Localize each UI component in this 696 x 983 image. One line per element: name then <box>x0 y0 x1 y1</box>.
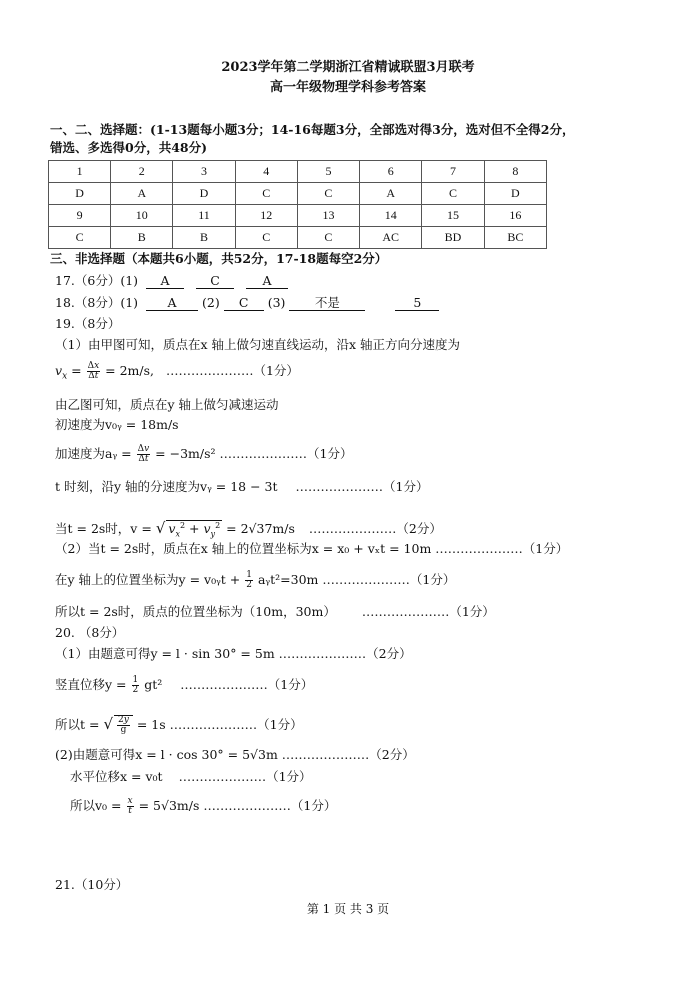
answer-table-row <box>49 205 547 227</box>
answer-table-cell: D <box>484 183 546 205</box>
answer-table-cell: 8 <box>484 161 546 183</box>
q20-line5-text: 水平位移x = v₀t <box>70 769 163 784</box>
q20-line1 <box>55 646 412 662</box>
q18-answer-2: C <box>224 296 264 311</box>
q20-line5 <box>70 769 312 785</box>
q19-line9-prefix: 在y 轴上的位置坐标为y = v₀ᵧt + <box>55 572 241 587</box>
q19-line6 <box>55 479 428 495</box>
q21-label: 21.（10分） <box>55 877 129 892</box>
q20-line4-text: (2)由题意可得x = l · cos 30° = 5√3m <box>55 747 278 762</box>
q19-line10 <box>55 604 495 620</box>
q20-line6-score: …………………（1分） <box>203 798 337 813</box>
q18-part3: (3) <box>267 295 286 310</box>
q17-answer-1: A <box>146 274 184 289</box>
q19-line5-result: = −3m/s² <box>155 446 216 461</box>
q18-label: 18.（8分）(1) <box>55 295 139 310</box>
answer-table-cell: BC <box>484 227 546 249</box>
q20-line4 <box>55 747 415 763</box>
q20-line3: 所以t = √ $\frac{2y}{g}$ = 1s …………………（1分） <box>55 715 303 735</box>
answer-table-row <box>49 161 547 183</box>
page-footer: 第 1 页 共 3 页 <box>306 902 390 916</box>
answer-table-cell: AC <box>360 227 422 249</box>
answer-table-cell: A <box>360 183 422 205</box>
q20-label: 20. （8分） <box>55 625 125 640</box>
q18-answer-1: A <box>146 296 198 311</box>
q17-label: 17.（6分）(1) <box>55 273 139 288</box>
q20-line2: 竖直位移y = $\frac{1}{2}$ gt² …………………（1分） <box>55 675 314 695</box>
section1-heading-line2: 错选、多选得0分，共48分) <box>50 140 208 155</box>
answer-table-cell: 4 <box>235 161 297 183</box>
answer-table-row <box>49 227 547 249</box>
exam-title: 2023学年第二学期浙江省精诚联盟3月联考 <box>221 60 475 75</box>
q19-label: 19.（8分） <box>55 316 121 331</box>
exam-subtitle: 高一年级物理学科参考答案 <box>269 80 426 95</box>
q18-part2: (2) <box>202 295 220 310</box>
q17-answer-3: A <box>246 274 288 289</box>
answer-table-cell: 6 <box>360 161 422 183</box>
answer-table-cell: 15 <box>422 205 484 227</box>
q20-line2-prefix: 竖直位移y = <box>55 677 127 692</box>
q20-line1-text: （1）由题意可得y = l · sin 30° = 5m <box>55 646 275 661</box>
q19-line6-score: …………………（1分） <box>295 479 429 494</box>
q19-line3: 由乙图可知，质点在y 轴上做匀减速运动 <box>55 397 279 412</box>
answer-table-cell: 2 <box>111 161 173 183</box>
q19-line8-score: …………………（1分） <box>435 541 569 556</box>
q20-line3-score: …………………（1分） <box>169 717 303 732</box>
q19-line9: 在y 轴上的位置坐标为y = v₀ᵧt + $\frac{1}{2}$ aᵧt²=30m …………………（1分） <box>55 570 456 590</box>
q20-line6-prefix: 所以v₀ = <box>70 798 122 813</box>
q19-line9-score: …………………（1分） <box>322 572 456 587</box>
answer-table-cell: C <box>297 183 359 205</box>
q19-line5-score: …………………（1分） <box>219 446 353 461</box>
q19-line1: （1）由甲图可知，质点在x 轴上做匀速直线运动，沿x 轴正方向分速度为 <box>55 337 461 352</box>
q20-line2-score: …………………（1分） <box>180 677 314 692</box>
q18-answer-4: 5 <box>395 296 439 311</box>
answer-table-cell: B <box>173 227 235 249</box>
answer-table-cell: 16 <box>484 205 546 227</box>
answer-table <box>48 160 547 249</box>
answer-table-cell: 13 <box>297 205 359 227</box>
q19-line7-result: = 2√37m/s <box>226 521 295 536</box>
answer-table-cell: C <box>49 227 111 249</box>
answer-table-cell: C <box>422 183 484 205</box>
q20-line2-result: gt² <box>144 677 163 692</box>
answer-table-cell: D <box>173 183 235 205</box>
q19-line6-text: t 时刻，沿y 轴的分速度为vᵧ = 18 − 3t <box>55 479 278 494</box>
q19-line5: 加速度为aᵧ = $\frac{\Delta v}{\Delta t}$ = −3m/s² …………………（1分） <box>55 444 353 464</box>
q20-line3-result: = 1s <box>136 717 166 732</box>
answer-table-cell: C <box>297 227 359 249</box>
answer-table-cell: 9 <box>49 205 111 227</box>
q20-line6: 所以v₀ = $\frac{x}{t}$ = 5√3m/s …………………（1分） <box>70 796 337 816</box>
section1-heading-line1: 一、二、选择题：(1-13题每小题3分；14-16每题3分，全部选对得3分，选对但不全得2分， <box>50 122 575 137</box>
answer-table-cell: 10 <box>111 205 173 227</box>
answer-table-cell: C <box>235 227 297 249</box>
answer-table-cell: D <box>49 183 111 205</box>
q17 <box>55 273 288 289</box>
section3-heading: 三、非选择题（本题共6小题，共52分，17-18题每空2分） <box>50 251 388 266</box>
q19-line2-result: = 2m/s, <box>105 363 154 378</box>
answer-table-cell: 5 <box>297 161 359 183</box>
q19-line2-score: …………………（1分） <box>165 363 299 378</box>
q19-line9-result: aᵧt²=30m <box>257 572 319 587</box>
q19-line5-prefix: 加速度为aᵧ = <box>55 446 132 461</box>
answer-table-cell: 11 <box>173 205 235 227</box>
q17-answer-2: C <box>196 274 234 289</box>
q19-line10-score: …………………（1分） <box>361 604 495 619</box>
q19-line7-score: …………………（2分） <box>308 521 442 536</box>
q19-line10-text: 所以t = 2s时，质点的位置坐标为（10m，30m） <box>55 604 336 619</box>
answer-table-cell: C <box>235 183 297 205</box>
q19-line7-prefix: 当t = 2s时，v = <box>55 521 152 536</box>
answer-table-cell: A <box>111 183 173 205</box>
q19-line8-text: （2）当t = 2s时，质点在x 轴上的位置坐标为x = x₀ + vₓt = 10m <box>55 541 432 556</box>
q19-line2: $v_x$ = $\frac{\Delta x}{\Delta t}$ = 2m/s, …………………（1分） <box>55 361 299 382</box>
answer-table-cell: BD <box>422 227 484 249</box>
q18-answer-3: 不是 <box>289 296 365 311</box>
q19-line8 <box>55 541 568 557</box>
q18 <box>55 295 439 311</box>
answer-table-row <box>49 183 547 205</box>
q19-line7: 当t = 2s时，v = √ $v_x^2 + v_y^2 = 2√37m/s$ …………………（2分） <box>55 519 442 539</box>
q19-line4: 初速度为v₀ᵧ = 18m/s <box>55 417 179 432</box>
answer-table-cell: 7 <box>422 161 484 183</box>
q20-line4-score: …………………（2分） <box>281 747 415 762</box>
answer-table-cell: 14 <box>360 205 422 227</box>
q20-line5-score: …………………（1分） <box>178 769 312 784</box>
answer-table-cell: B <box>111 227 173 249</box>
q20-line1-score: …………………（2分） <box>278 646 412 661</box>
answer-table-cell: 3 <box>173 161 235 183</box>
q20-line3-prefix: 所以t = <box>55 717 100 732</box>
answer-table-cell: 12 <box>235 205 297 227</box>
answer-table-cell: 1 <box>49 161 111 183</box>
q20-line6-result: = 5√3m/s <box>138 798 200 813</box>
